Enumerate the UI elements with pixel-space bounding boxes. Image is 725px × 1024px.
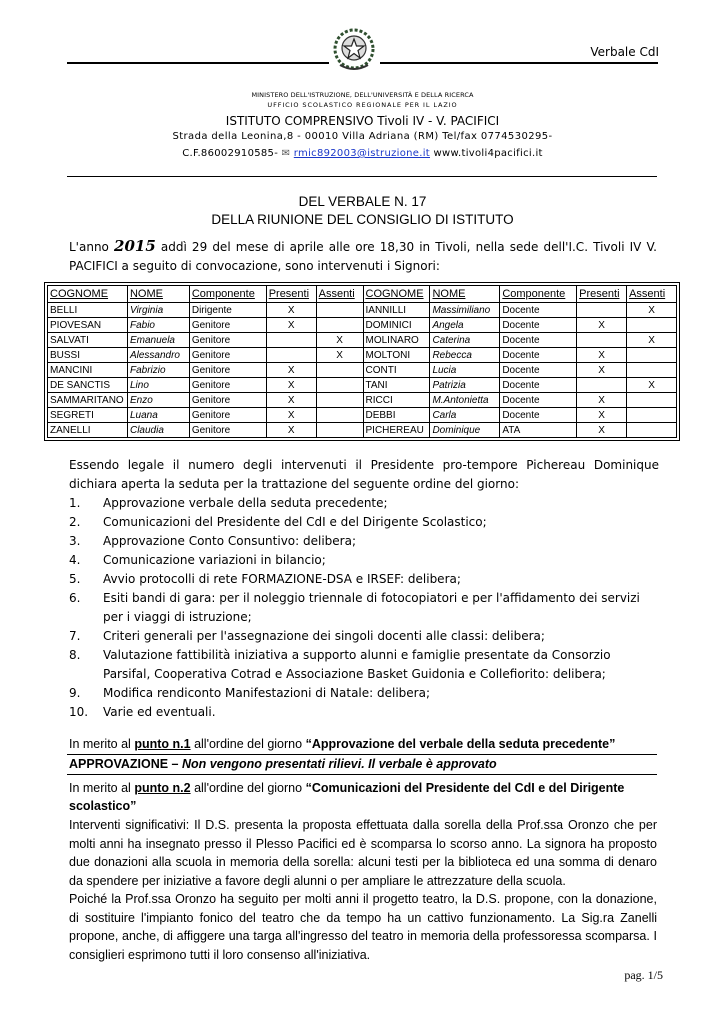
point1-line [69, 737, 615, 751]
attendance-cell: X [577, 408, 627, 423]
tax-code: C.F.86002910585- [182, 148, 279, 159]
attendance-cell [316, 423, 363, 438]
point1-mid: all'ordine del giorno [194, 737, 303, 751]
agenda-item [69, 513, 659, 532]
attendance-cell [627, 393, 677, 408]
attendance-cell: Genitore [189, 378, 266, 393]
attendance-cell: Fabrizio [127, 363, 189, 378]
agenda-item-text: Comunicazione variazioni in bilancio; [103, 553, 326, 567]
attendance-cell [627, 423, 677, 438]
attendance-cell [266, 333, 316, 348]
attendance-cell: X [266, 393, 316, 408]
attendance-cell: Caterina [430, 333, 500, 348]
approval-label: APPROVAZIONE – [69, 757, 179, 771]
attendance-cell: Emanuela [127, 333, 189, 348]
intro-rest: addì 29 del mese di aprile alle ore 18,30 in Tivoli, nella sede dell'I.C. Tivoli IV V. PACIFICI a seguito di convocazione, sono intervenuti i Signori: [69, 240, 657, 273]
interventions-p2: Poiché la Prof.ssa Oronzo ha seguito per molti anni il progetto teatro, la D.S. propone, con la donazione, di sostituire l'impianto fonico del teatro che da tempo ha un cattivo funzionamento. La Sig.ra Zanelli propone, anche, di affiggere una targa all'ingresso del teatro in memoria della professoressa scomparsa. I consiglieri esprimono tutti il loro consenso all'iniziativa. [69, 892, 657, 962]
attendance-cell: Docente [500, 303, 577, 318]
attendance-cell: Fabio [127, 318, 189, 333]
attendance-cell: X [577, 423, 627, 438]
attendance-cell [316, 303, 363, 318]
intro-year: 2015 [114, 237, 156, 255]
agenda-item-text: Esiti bandi di gara: per il noleggio triennale di fotocopiatori e per l'affidamento dei servizi per i viaggi di istruzione; [103, 591, 640, 624]
attendance-cell: Claudia [127, 423, 189, 438]
attendance-cell: Docente [500, 333, 577, 348]
attendance-cell: BUSSI [48, 348, 128, 363]
attendance-cell: MOLTONI [363, 348, 430, 363]
attendance-cell: X [266, 318, 316, 333]
agenda-item [69, 494, 659, 513]
attendance-cell: Docente [500, 348, 577, 363]
attendance-cell: Virginia [127, 303, 189, 318]
agenda-item [69, 532, 659, 551]
school-address: Strada della Leonina,8 - 00010 Villa Adriana (RM) Tel/fax 0774530295- [172, 131, 553, 142]
attendance-cell: M.Antonietta [430, 393, 500, 408]
attendance-cell: SALVATI [48, 333, 128, 348]
attendance-row [48, 348, 677, 363]
attendance-cell: X [627, 303, 677, 318]
attendance-cell: Genitore [189, 423, 266, 438]
attendance-cell: Enzo [127, 393, 189, 408]
attendance-cell: SAMMARITANO [48, 393, 128, 408]
attendance-header-cell: Assenti [627, 286, 677, 303]
attendance-cell: X [266, 408, 316, 423]
attendance-cell [316, 363, 363, 378]
agenda-item [69, 627, 659, 646]
attendance-cell: Angela [430, 318, 500, 333]
agenda-list [69, 494, 659, 722]
attendance-row [48, 318, 677, 333]
attendance-cell: MOLINARO [363, 333, 430, 348]
attendance-cell: MANCINI [48, 363, 128, 378]
agenda-item-number: 8. [69, 648, 81, 662]
minutes-number: DEL VERBALE N. 17 [298, 194, 427, 209]
intro-prefix: L'anno [69, 240, 109, 254]
agenda-item-number: 9. [69, 686, 81, 700]
attendance-cell: X [266, 423, 316, 438]
attendance-cell: CONTI [363, 363, 430, 378]
attendance-cell: Genitore [189, 333, 266, 348]
agenda-item-number: 2. [69, 515, 81, 529]
attendance-cell: Genitore [189, 393, 266, 408]
attendance-cell [627, 408, 677, 423]
attendance-cell: ZANELLI [48, 423, 128, 438]
email-link[interactable]: rmic892003@istruzione.it [293, 148, 430, 159]
agenda-section [69, 456, 659, 722]
attendance-header-cell: Assenti [316, 286, 363, 303]
attendance-row [48, 393, 677, 408]
agenda-item-number: 1. [69, 496, 81, 510]
point2-label: punto n.2 [134, 781, 191, 795]
attendance-row [48, 423, 677, 438]
attendance-cell [316, 408, 363, 423]
attendance-header-cell: NOME [430, 286, 500, 303]
agenda-item-text: Valutazione fattibilità iniziativa a supporto alunni e famiglie presentate da Consorzio Parsifal, Cooperativa Cotrad e Associazione Basket Guidonia e Collefiorito: delibera; [103, 648, 611, 681]
attendance-cell [316, 378, 363, 393]
point2-mid: all'ordine del giorno [194, 781, 303, 795]
attendance-cell: Dirigente [189, 303, 266, 318]
agenda-item-text: Varie ed eventuali. [103, 705, 216, 719]
attendance-cell: SEGRETI [48, 408, 128, 423]
approval-line [69, 757, 497, 771]
attendance-cell [266, 348, 316, 363]
attendance-cell: DOMINICI [363, 318, 430, 333]
attendance-cell: IANNILLI [363, 303, 430, 318]
attendance-cell: Docente [500, 378, 577, 393]
attendance-cell: BELLI [48, 303, 128, 318]
attendance-cell: DEBBI [363, 408, 430, 423]
attendance-cell: X [577, 363, 627, 378]
attendance-cell: X [316, 348, 363, 363]
approval-text: Non vengono presentati rilievi. Il verbale è approvato [182, 757, 497, 771]
attendance-cell [316, 393, 363, 408]
attendance-cell: Patrizia [430, 378, 500, 393]
attendance-cell: Docente [500, 363, 577, 378]
agenda-item-number: 5. [69, 572, 81, 586]
attendance-cell: X [627, 378, 677, 393]
attendance-cell: TANI [363, 378, 430, 393]
attendance-header-cell: Presenti [577, 286, 627, 303]
attendance-header-row [48, 286, 677, 303]
attendance-cell: Alessandro [127, 348, 189, 363]
agenda-item-number: 3. [69, 534, 81, 548]
header-bottom-rule [67, 176, 657, 177]
attendance-cell: ATA [500, 423, 577, 438]
attendance-cell: Dominique [430, 423, 500, 438]
attendance-cell: X [627, 333, 677, 348]
agenda-lead: Essendo legale il numero degli intervenuti il Presidente pro-tempore Pichereau Dominique dichiara aperta la seduta per la trattazione del seguente ordine del giorno: [69, 458, 659, 491]
point2-quote: “Comunicazioni del Presidente del CdI e del Dirigente scolastico” [69, 781, 625, 813]
attendance-cell: X [266, 378, 316, 393]
attendance-cell: X [266, 303, 316, 318]
attendance-cell: DE SANCTIS [48, 378, 128, 393]
attendance-cell: X [577, 393, 627, 408]
website[interactable]: www.tivoli4pacifici.it [433, 148, 543, 159]
attendance-cell [577, 303, 627, 318]
header-rule-right [380, 62, 658, 64]
point1-rule [67, 754, 657, 755]
document-label: Verbale CdI [590, 45, 659, 59]
point1-quote: “Approvazione del verbale della seduta precedente” [305, 737, 616, 751]
agenda-item-number: 7. [69, 629, 81, 643]
interventions-text [69, 816, 657, 964]
interventions-p1: Interventi significativi: Il D.S. presenta la proposta effettuata dalla sorella della Prof.ssa Oronzo che per molti anni ha insegnato presso il Plesso Pacifici ed è scomparsa lo scorso anno. La signora ha proposto due donazioni alla scuola in memoria della sorella: alcuni testi per la biblioteca ed una somma di denaro da spendere per iniziative a favore degli alunni o per ampliare le attrezzature della scuola. [69, 818, 657, 888]
header-rule-left [67, 62, 329, 64]
attendance-cell: Rebecca [430, 348, 500, 363]
agenda-item-number: 4. [69, 553, 81, 567]
agenda-item [69, 646, 659, 684]
attendance-row [48, 333, 677, 348]
ministry-name: MINISTERO DELL'ISTRUZIONE, DELL'UNIVERSITÀ E DELLA RICERCA [251, 91, 474, 99]
attendance-cell: X [266, 363, 316, 378]
attendance-header-cell: NOME [127, 286, 189, 303]
attendance-cell: Carla [430, 408, 500, 423]
attendance-cell: Docente [500, 408, 577, 423]
envelope-icon: ✉ [281, 148, 291, 159]
attendance-cell [316, 318, 363, 333]
agenda-item-number: 6. [69, 591, 81, 605]
contact-line [0, 148, 725, 159]
agenda-item [69, 551, 659, 570]
agenda-item [69, 589, 659, 627]
agenda-item-text: Approvazione Conto Consuntivo: delibera; [103, 534, 357, 548]
point2-line [69, 779, 657, 815]
attendance-row [48, 408, 677, 423]
attendance-header-cell: Presenti [266, 286, 316, 303]
agenda-item-text: Avvio protocolli di rete FORMAZIONE-DSA e IRSEF: delibera; [103, 572, 461, 586]
agenda-item-text: Modifica rendiconto Manifestazioni di Natale: delibera; [103, 686, 431, 700]
meeting-title: DELLA RIUNIONE DEL CONSIGLIO DI ISTITUTO [211, 212, 514, 227]
italian-republic-emblem-icon [330, 27, 378, 73]
point2-pre: In merito al [69, 781, 131, 795]
agenda-item-text: Comunicazioni del Presidente del CdI e del Dirigente Scolastico; [103, 515, 487, 529]
agenda-item [69, 684, 659, 703]
school-name: ISTITUTO COMPRENSIVO Tivoli IV - V. PACIFICI [225, 114, 500, 128]
approval-rule [67, 774, 657, 775]
attendance-cell: Genitore [189, 318, 266, 333]
agenda-item [69, 703, 659, 722]
attendance-cell: PIOVESAN [48, 318, 128, 333]
attendance-cell: Docente [500, 318, 577, 333]
page-number: pag. 1/5 [624, 968, 663, 982]
attendance-header-cell: COGNOME [363, 286, 430, 303]
attendance-cell [577, 333, 627, 348]
attendance-table [47, 285, 677, 438]
point1-pre: In merito al [69, 737, 131, 751]
attendance-cell: Genitore [189, 408, 266, 423]
agenda-item-text: Criteri generali per l'assegnazione dei singoli docenti alle classi: delibera; [103, 629, 545, 643]
point1-label: punto n.1 [134, 737, 191, 751]
attendance-cell: Docente [500, 393, 577, 408]
attendance-cell: X [316, 333, 363, 348]
attendance-header-cell: COGNOME [48, 286, 128, 303]
regional-office: UFFICIO SCOLASTICO REGIONALE PER IL LAZIO [267, 101, 458, 109]
attendance-cell: Luana [127, 408, 189, 423]
attendance-cell: X [577, 318, 627, 333]
attendance-row [48, 378, 677, 393]
attendance-cell [627, 318, 677, 333]
attendance-header-cell: Componente [189, 286, 266, 303]
attendance-cell [627, 363, 677, 378]
attendance-cell: Genitore [189, 363, 266, 378]
intro-paragraph [69, 237, 657, 276]
attendance-cell: X [577, 348, 627, 363]
attendance-cell [577, 378, 627, 393]
attendance-cell: RICCI [363, 393, 430, 408]
attendance-cell: Lucia [430, 363, 500, 378]
agenda-item [69, 570, 659, 589]
agenda-item-number: 10. [69, 705, 89, 719]
attendance-row [48, 363, 677, 378]
attendance-cell: Massimiliano [430, 303, 500, 318]
agenda-item-text: Approvazione verbale della seduta precedente; [103, 496, 388, 510]
attendance-header-cell: Componente [500, 286, 577, 303]
attendance-cell: PICHEREAU [363, 423, 430, 438]
attendance-cell: Genitore [189, 348, 266, 363]
attendance-row [48, 303, 677, 318]
attendance-cell [627, 348, 677, 363]
attendance-cell: Lino [127, 378, 189, 393]
